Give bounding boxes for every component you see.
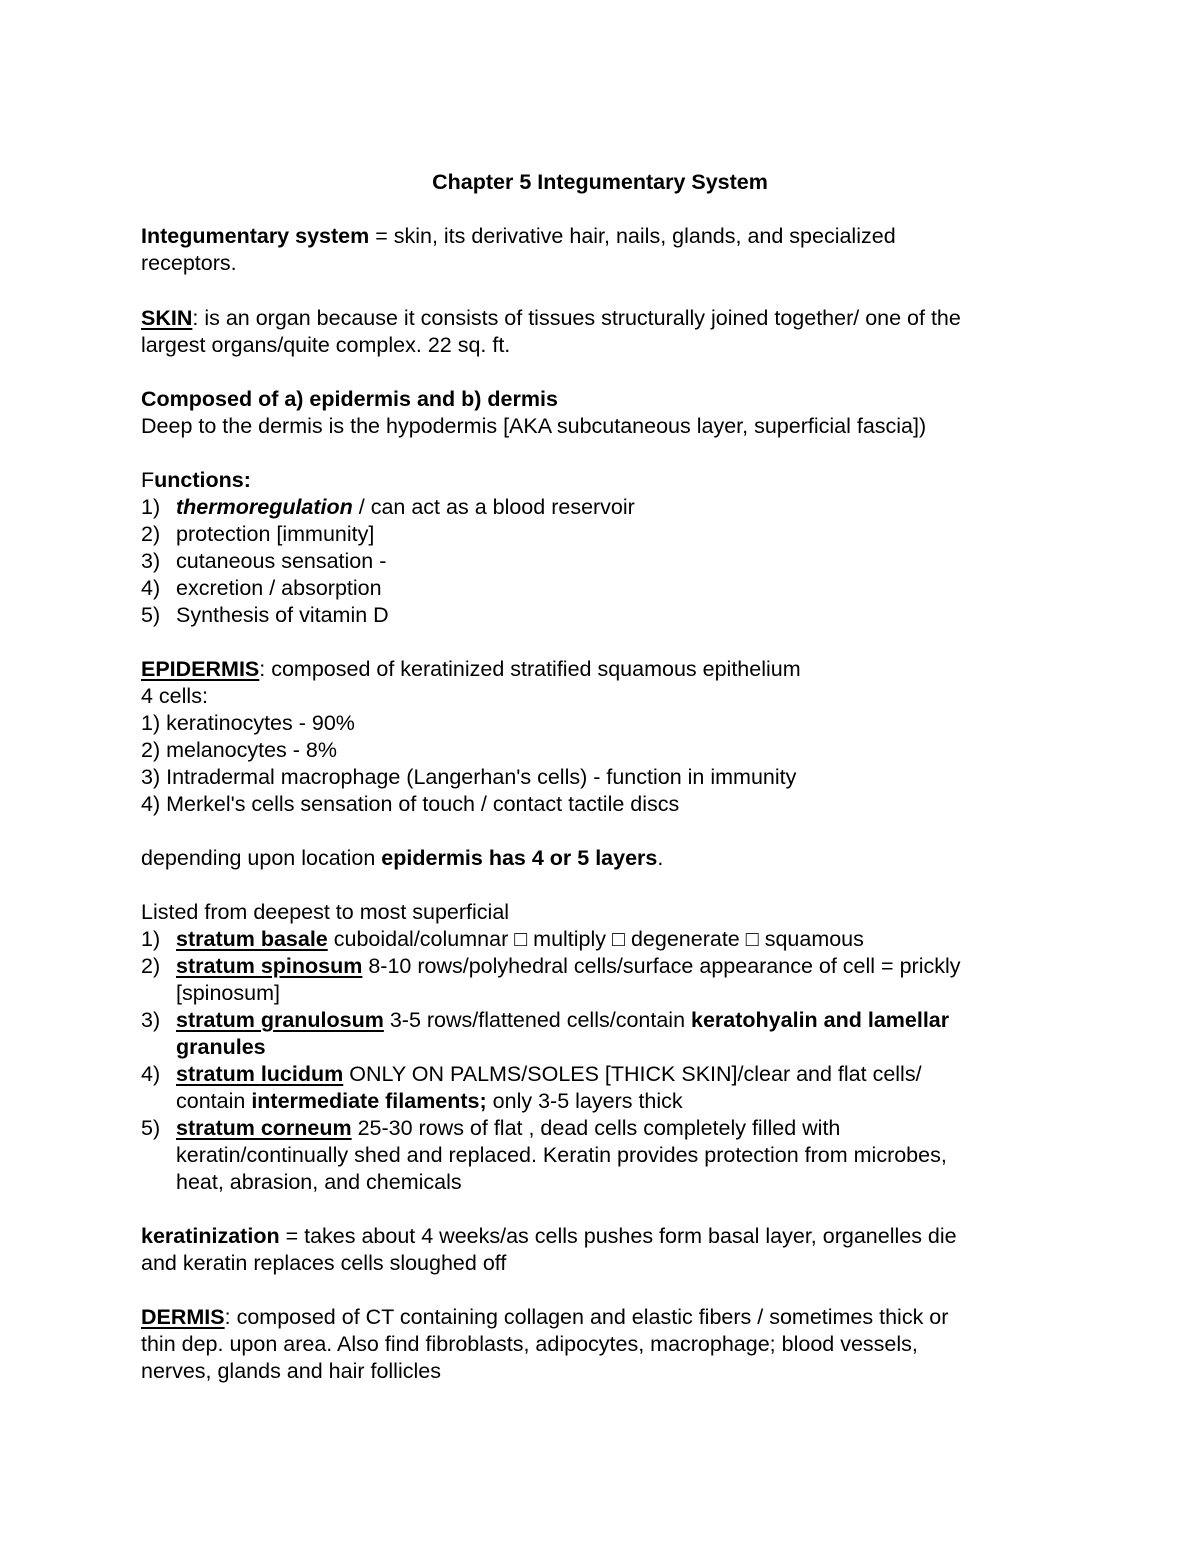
stratum-item: 4) stratum lucidum ONLY ON PALMS/SOLES [THICK SKIN]/clear and flat cells/: [141, 1062, 922, 1086]
page-title: Chapter 5 Integumentary System: [432, 170, 768, 194]
dermis-term: DERMIS: [141, 1305, 225, 1329]
stratum-name: stratum corneum: [176, 1116, 352, 1140]
stratum-name: stratum lucidum: [176, 1062, 344, 1086]
stratum-item: 3) stratum granulosum 3-5 rows/flattened cells/contain keratohyalin and lamellar: [141, 1008, 950, 1032]
composed-heading: Composed of a) epidermis and b) dermis: [141, 387, 558, 411]
keratinization-line-1: keratinization = takes about 4 weeks/as cells pushes form basal layer, organelles die: [141, 1224, 957, 1248]
function-item: 5) Synthesis of vitamin D: [141, 603, 389, 627]
keratinization-line-2: and keratin replaces cells sloughed off: [141, 1251, 507, 1275]
stratum-name: stratum granulosum: [176, 1008, 384, 1032]
functions-heading: Functions:: [141, 468, 251, 492]
function-item: 4) excretion / absorption: [141, 576, 382, 600]
dermis-line-3: nerves, glands and hair follicles: [141, 1359, 441, 1383]
cell-item: 3) Intradermal macrophage (Langerhan's cells) - function in immunity: [141, 765, 797, 789]
stratum-continuation: contain intermediate filaments; only 3-5 layers thick: [176, 1089, 683, 1113]
intro-line-1: Integumentary system = skin, its derivative hair, nails, glands, and specialized: [141, 224, 896, 248]
skin-line-1: SKIN: is an organ because it consists of tissues structurally joined together/ one of the: [141, 306, 961, 330]
composed-text: Deep to the dermis is the hypodermis [AKA subcutaneous layer, superficial fascia]): [141, 414, 927, 438]
layers-line: depending upon location epidermis has 4 or 5 layers.: [141, 846, 664, 870]
stratum-name: stratum spinosum: [176, 954, 363, 978]
stratum-name: stratum basale: [176, 927, 328, 951]
stratum-continuation: keratin/continually shed and replaced. Keratin provides protection from microbes,: [176, 1143, 947, 1167]
cell-item: 4) Merkel's cells sensation of touch / contact tactile discs: [141, 792, 680, 816]
strata-intro: Listed from deepest to most superficial: [141, 900, 510, 924]
epidermis-term: EPIDERMIS: [141, 657, 260, 681]
cell-item: 2) melanocytes - 8%: [141, 738, 337, 762]
skin-line-2: largest organs/quite complex. 22 sq. ft.: [141, 333, 511, 357]
cell-item: 1) keratinocytes - 90%: [141, 711, 355, 735]
dermis-line-1: DERMIS: composed of CT containing collagen and elastic fibers / sometimes thick or: [141, 1305, 949, 1329]
intro-line-2: receptors.: [141, 251, 237, 275]
stratum-item: 1) stratum basale cuboidal/columnar □ multiply □ degenerate □ squamous: [141, 927, 864, 951]
function-item: 1) thermoregulation / can act as a blood reservoir: [141, 495, 635, 519]
function-item: 2) protection [immunity]: [141, 522, 375, 546]
stratum-item: 5) stratum corneum 25-30 rows of flat , dead cells completely filled with: [141, 1116, 841, 1140]
stratum-continuation: heat, abrasion, and chemicals: [176, 1170, 462, 1194]
cells-label: 4 cells:: [141, 684, 208, 708]
intro-term: Integumentary system: [141, 224, 370, 248]
epidermis-line: EPIDERMIS: composed of keratinized stratified squamous epithelium: [141, 657, 801, 681]
stratum-continuation: granules: [176, 1035, 266, 1059]
dermis-line-2: thin dep. upon area. Also find fibroblasts, adipocytes, macrophage; blood vessels,: [141, 1332, 918, 1356]
skin-term: SKIN: [141, 306, 193, 330]
keratinization-term: keratinization: [141, 1224, 280, 1248]
function-item: 3) cutaneous sensation -: [141, 549, 387, 573]
stratum-item: 2) stratum spinosum 8-10 rows/polyhedral cells/surface appearance of cell = prickly: [141, 954, 961, 978]
stratum-continuation: [spinosum]: [176, 981, 280, 1005]
